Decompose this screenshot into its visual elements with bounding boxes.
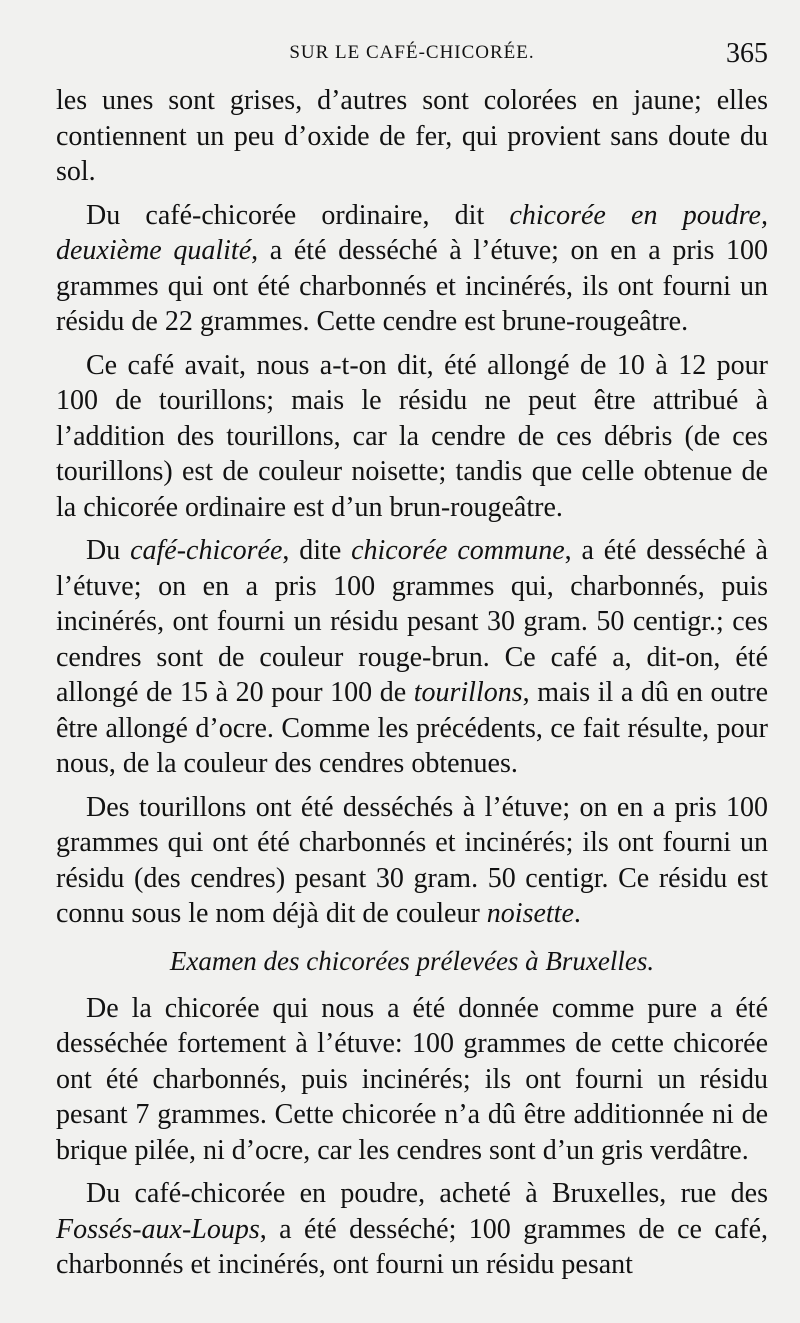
p4-italic-cafe-chicoree: café-chicorée — [130, 535, 283, 566]
paragraph-6: De la chicorée qui nous a été donnée comme pure a été desséchée fortement à l’étuve: 100 grammes de cette chicorée ont été charbonnés, puis incinérés; ils ont fourni un résidu pesant 7 grammes. Cette chicorée n’a dû être additionnée ni de brique pilée, ni d’ocre, car les cendres sont d’un gris verdâtre. — [56, 992, 768, 1166]
p2-text-c: , a été desséché à l’étuve; on en a pris 100 grammes qui ont été charbonnés et incinérés, ils ont fourni un résidu de 22 grammes. Cette cendre est brune-rougeâtre. — [56, 235, 768, 337]
p7-italic-fosses-aux-loups: Fossés-aux-Loups — [56, 1213, 260, 1245]
p2-italic-chicoree: chicorée en poudre, deuxième qualité — [56, 199, 768, 266]
paragraph-4 — [56, 533, 768, 782]
body-text — [56, 83, 768, 1283]
p2-text-a: Du café-chicorée ordinaire, dit — [86, 199, 510, 231]
p4-text-e: , a été desséché à l’étuve; on en a pris 100 grammes qui, charbonnés, puis incinérés, ont fourni un résidu pesant 30 gram. 50 centigr.; ces cendres sont de couleur rouge-brun. Ce café a, dit-on, été allongé de 15 à 20 pour 100 de — [56, 535, 768, 708]
p4-italic-tourillons: tourillons — [413, 677, 523, 708]
p5-text-c: . — [573, 898, 581, 929]
running-title: SUR LE CAFÉ-CHICORÉE. — [289, 42, 535, 63]
p4-text-a: Du — [86, 535, 131, 566]
p5-text-a: Des tourillons ont été desséchés à l’étuve; on en a pris 100 grammes qui ont été charbonnés et incinérés; ils ont fourni un résidu (des cendres) pesant 30 gram. 50 centigr. Ce résidu est connu sous le nom déjà dit de couleur — [56, 791, 768, 929]
paragraph-2 — [56, 198, 768, 340]
page-header — [56, 38, 768, 74]
page-number: 365 — [726, 38, 768, 69]
paragraph-1: les unes sont grises, d’autres sont colorées en jaune; elles contiennent un peu d’oxide de fer, qui provient sans doute du sol. — [56, 85, 768, 187]
paragraph-5 — [56, 790, 768, 932]
p4-text-c: , dite — [282, 535, 352, 566]
p4-text-g: , mais il a dû en outre être allongé d’ocre. Comme les précédents, ce fait résulte, pour nous, de la couleur des cendres obtenues. — [56, 677, 768, 779]
paragraph-3: Ce café avait, nous a-t-on dit, été allongé de 10 à 12 pour 100 de tourillons; mais le résidu ne peut être attribué à l’addition des tourillons, car la cendre de ces débris (de ces tourillons) est de couleur noisette; tandis que celle obtenue de la chicorée ordinaire est d’un brun-rougeâtre. — [56, 349, 768, 523]
p7-text-c: , a été desséché; 100 grammes de ce café, charbonnés et incinérés, ont fourni un résidu pesant — [56, 1213, 768, 1280]
p7-text-a: Du café-chicorée en poudre, acheté à Bruxelles, rue des — [86, 1178, 768, 1209]
p5-italic-noisette: noisette — [486, 898, 574, 929]
p4-italic-chicoree-commune: chicorée commune — [351, 535, 565, 566]
section-heading: Examen des chicorées prélevées à Bruxelles. — [169, 945, 655, 976]
paragraph-7 — [56, 1176, 768, 1283]
